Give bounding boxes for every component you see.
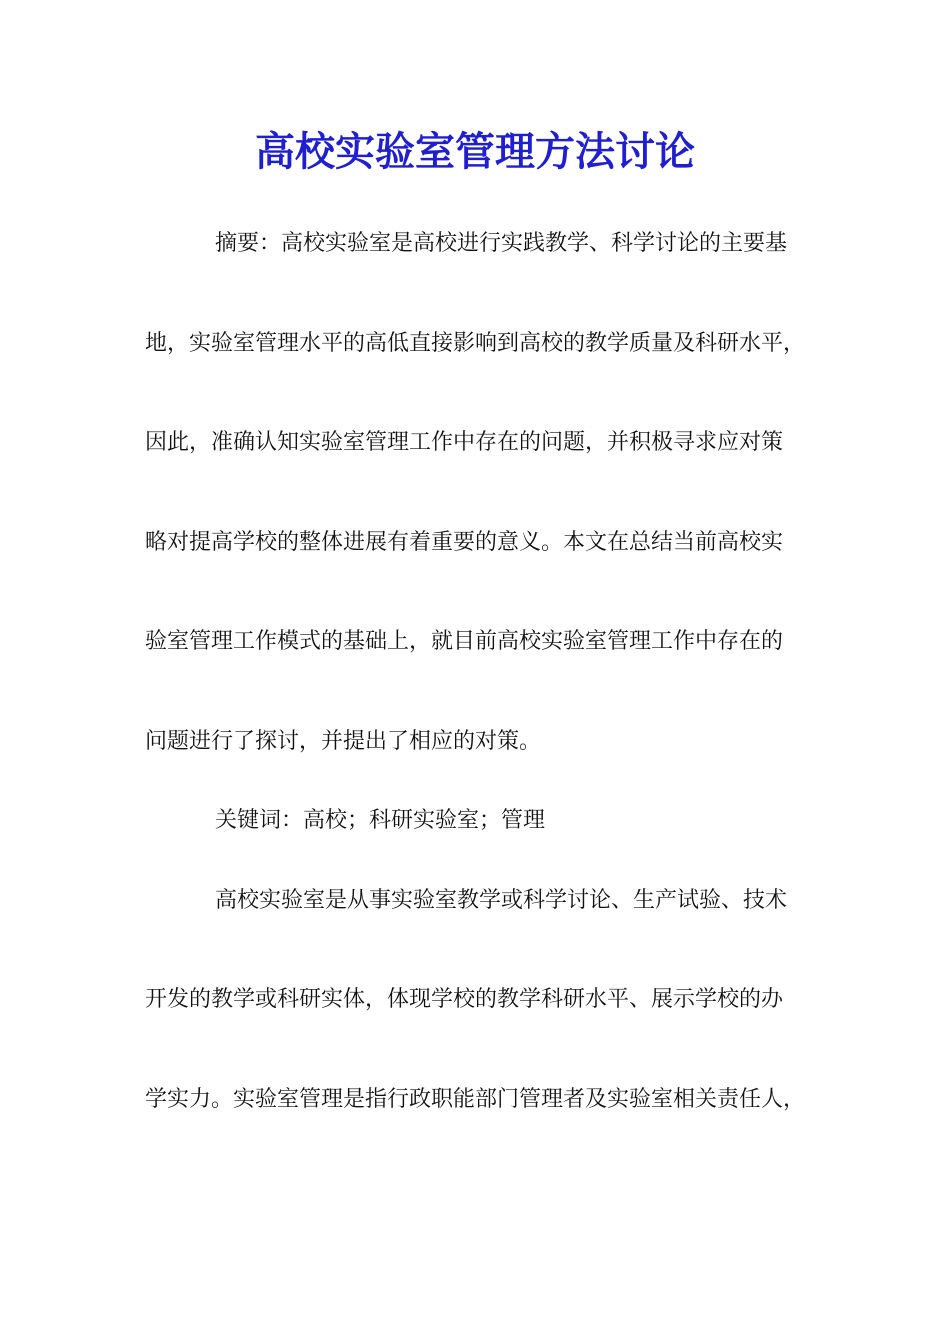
abstract-line-2: 地，实验室管理水平的高低直接影响到高校的教学质量及科研水平， (145, 331, 806, 356)
body-line-3: 学实力。实验室管理是指行政职能部门管理者及实验室相关责任人， (145, 1087, 806, 1112)
body-line-1: 高校实验室是从事实验室教学或科学讨论、生产试验、技术 (215, 888, 788, 913)
abstract-line-6: 问题进行了探讨，并提出了相应的对策。 (145, 729, 542, 754)
document-title: 高校实验室管理方法讨论 (255, 128, 695, 175)
body-line-2: 开发的教学或科研实体，体现学校的教学科研水平、展示学校的办 (145, 987, 784, 1012)
abstract-line-5: 验室管理工作模式的基础上，就目前高校实验室管理工作中存在的 (145, 629, 784, 654)
abstract-line-4: 略对提高学校的整体进展有着重要的意义。本文在总结当前高校实 (145, 530, 784, 555)
abstract-line-1: 摘要：高校实验室是高校进行实践教学、科学讨论的主要基 (215, 231, 788, 256)
keywords-line: 关键词：高校；科研实验室；管理 (215, 808, 546, 833)
abstract-line-3: 因此，准确认知实验室管理工作中存在的问题，并积极寻求应对策 (145, 430, 784, 455)
